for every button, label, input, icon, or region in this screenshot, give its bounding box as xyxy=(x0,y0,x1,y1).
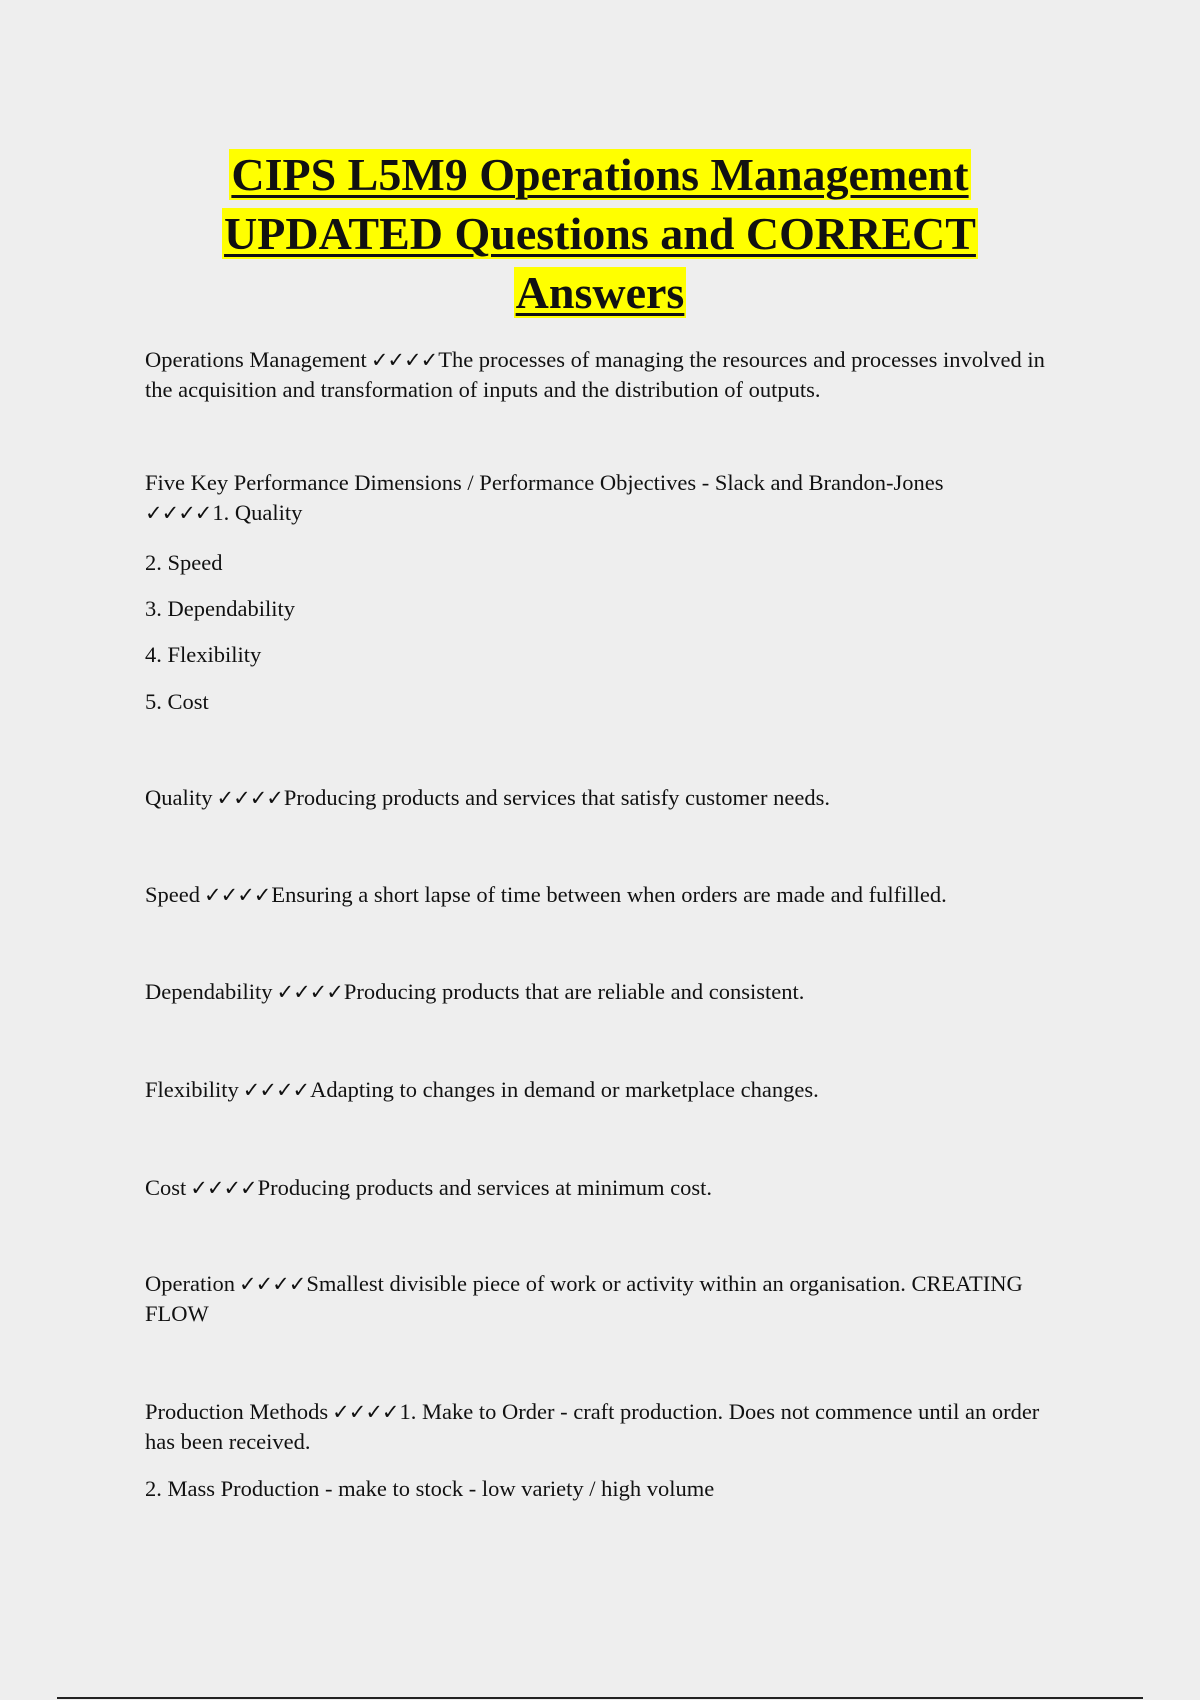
list-item: 3. Dependability xyxy=(145,596,295,621)
entry-term: Operations Management xyxy=(145,347,367,372)
entry-answer: 1. Make to Order - craft production. Does not commence until an order has been received. xyxy=(145,1399,1040,1454)
list-item: 2. Mass Production - make to stock - low variety / high volume xyxy=(145,1476,715,1501)
entry-answer: Producing products and services at minimum cost. xyxy=(257,1175,712,1200)
entry-term: Operation xyxy=(145,1271,235,1296)
document-title xyxy=(100,145,1100,322)
entry-answer: The processes of managing the resources and processes involved in the acquisition and transformation of inputs and the distribution of outputs. xyxy=(145,347,1045,402)
checkmarks-icon: ✓✓✓✓ xyxy=(216,786,283,810)
list-item: 2. Speed xyxy=(145,550,223,575)
qa-entry xyxy=(145,1397,1045,1457)
entry-answer: Smallest divisible piece of work or activity within an organisation. CREATING FLOW xyxy=(145,1271,1023,1326)
qa-entry xyxy=(145,977,1045,1007)
qa-entry xyxy=(145,1173,1045,1203)
title-line-3: Answers xyxy=(515,267,685,318)
entry-answer: Adapting to changes in demand or marketplace changes. xyxy=(310,1077,819,1102)
entry-term: Quality xyxy=(145,785,213,810)
list-item: 5. Cost xyxy=(145,689,209,714)
list-item: 4. Flexibility xyxy=(145,642,262,667)
entry-answer: Producing products that are reliable and consistent. xyxy=(343,979,805,1004)
entry-term: Cost xyxy=(145,1175,187,1200)
entry-term: Dependability xyxy=(145,979,273,1004)
entry-term: Five Key Performance Dimensions / Performance Objectives - Slack and Brandon-Jones xyxy=(145,470,944,495)
entry-term: Speed xyxy=(145,882,200,907)
entry-term: Production Methods xyxy=(145,1399,329,1424)
qa-entry xyxy=(145,880,1045,910)
checkmarks-icon: ✓✓✓✓ xyxy=(276,980,343,1004)
checkmarks-icon: ✓✓✓✓ xyxy=(242,1078,310,1102)
page-divider xyxy=(57,1697,1143,1699)
entry-answer: Ensuring a short lapse of time between when orders are made and fulfilled. xyxy=(271,882,947,907)
qa-entry xyxy=(145,345,1045,405)
entry-term: Flexibility xyxy=(145,1077,239,1102)
qa-entry xyxy=(145,1269,1025,1329)
entry-answer: 1. Quality xyxy=(212,500,303,525)
qa-entry xyxy=(145,1075,1045,1105)
title-line-1: CIPS L5M9 Operations Management xyxy=(231,149,969,200)
checkmarks-icon: ✓✓✓✓ xyxy=(332,1400,399,1424)
qa-entry xyxy=(145,783,1045,813)
checkmarks-icon: ✓✓✓✓ xyxy=(145,501,212,525)
title-line-2: UPDATED Questions and CORRECT xyxy=(224,208,976,259)
checkmarks-icon: ✓✓✓✓ xyxy=(238,1272,306,1296)
checkmarks-icon: ✓✓✓✓ xyxy=(190,1176,257,1200)
qa-entry xyxy=(145,468,1045,528)
checkmarks-icon: ✓✓✓✓ xyxy=(370,348,438,372)
entry-answer: Producing products and services that satisfy customer needs. xyxy=(283,785,831,810)
checkmarks-icon: ✓✓✓✓ xyxy=(204,883,271,907)
